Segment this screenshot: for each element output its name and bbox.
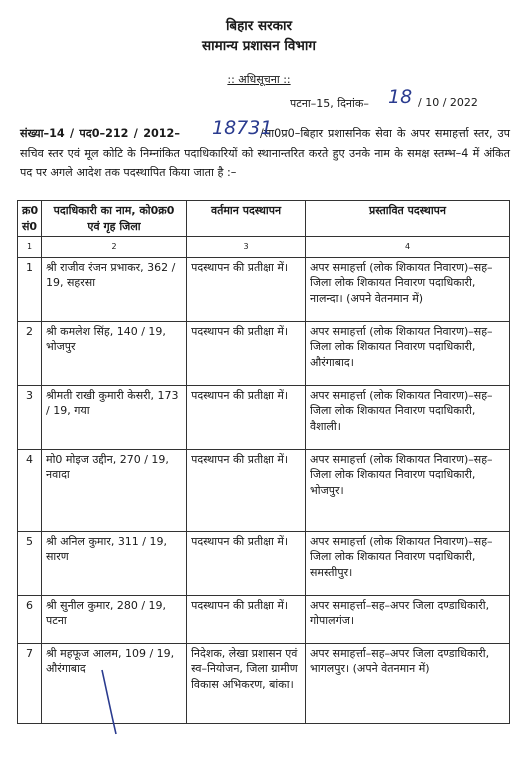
header-serial: क्र0 सं0: [18, 201, 42, 237]
proposed-posting-cell: अपर समाहर्त्ता–सह–अपर जिला दण्डाधिकारी, गोपालगंज।: [305, 595, 509, 643]
table-row: [18, 449, 510, 531]
serial-number-cell: 1: [18, 257, 42, 321]
serial-number-cell: 6: [18, 595, 42, 643]
notification-heading: :: अधिसूचना ::: [227, 73, 291, 86]
handwritten-day: 18: [388, 86, 413, 108]
table-row: [18, 385, 510, 449]
current-posting-cell: पदस्थापन की प्रतीक्षा में।: [187, 257, 306, 321]
officer-cell: श्रीमती राखी कुमारी केसरी, 173 / 19, गया: [42, 385, 187, 449]
officer-cell: श्री कमलेश सिंह, 140 / 19, भोजपुर: [42, 321, 187, 385]
current-posting-cell: पदस्थापन की प्रतीक्षा में।: [187, 531, 306, 595]
proposed-posting-cell: अपर समाहर्त्ता–सह–अपर जिला दण्डाधिकारी, भागलपुर। (अपने वेतनमान में): [305, 643, 509, 723]
header-proposed-posting: प्रस्तावित पदस्थापन: [305, 201, 509, 237]
header-current-posting: वर्तमान पदस्थापन: [187, 201, 306, 237]
current-posting-cell: पदस्थापन की प्रतीक्षा में।: [187, 595, 306, 643]
serial-number-cell: 2: [18, 321, 42, 385]
column-number: 2: [42, 237, 187, 258]
header-officer: पदाधिकारी का नाम, को0क्र0 एवं गृह जिला: [42, 201, 187, 237]
officer-cell: मो0 मोइज उद्दीन, 270 / 19, नवादा: [42, 449, 187, 531]
officer-cell: श्री सुनील कुमार, 280 / 19, पटना: [42, 595, 187, 643]
proposed-posting-cell: अपर समाहर्त्ता (लोक शिकायत निवारण)–सह–जिला लोक शिकायत निवारण पदाधिकारी, समस्तीपुर।: [305, 531, 509, 595]
column-number: 4: [305, 237, 509, 258]
column-number: 1: [18, 237, 42, 258]
current-posting-cell: पदस्थापन की प्रतीक्षा में।: [187, 385, 306, 449]
dateline-prefix: पटना–15, दिनांक–: [290, 97, 369, 110]
pen-stroke-mark: [96, 668, 136, 738]
order-text: /सा0प्र0–बिहार प्रशासनिक सेवा के अपर समाहर्त्ता स्तर, उप सचिव स्तर एवं मूल कोटि के निम्नांकित पदाधिकारियों को स्थानान्तरित करते हुए उनके नाम के समक्ष स्तम्भ–4 में अंकित पद पर अगले आदेश तक पदस्थापित किया जाता है :–: [20, 127, 510, 179]
table-row: [18, 531, 510, 595]
proposed-posting-cell: अपर समाहर्त्ता (लोक शिकायत निवारण)–सह–जिला लोक शिकायत निवारण पदाधिकारी, भोजपुर।: [305, 449, 509, 531]
government-title: बिहार सरकार: [225, 18, 293, 34]
table-row: [18, 595, 510, 643]
serial-number-cell: 5: [18, 531, 42, 595]
officer-cell: श्री अनिल कुमार, 311 / 19, सारण: [42, 531, 187, 595]
serial-number-cell: 3: [18, 385, 42, 449]
table-row: [18, 321, 510, 385]
current-posting-cell: पदस्थापन की प्रतीक्षा में।: [187, 449, 306, 531]
table-row: [18, 643, 510, 723]
proposed-posting-cell: अपर समाहर्त्ता (लोक शिकायत निवारण)–सह–जिला लोक शिकायत निवारण पदाधिकारी, वैशाली।: [305, 385, 509, 449]
dateline-month-year: / 10 / 2022: [418, 96, 478, 109]
officer-cell: श्री महफूज आलम, 109 / 19, औरंगाबाद: [42, 643, 187, 723]
column-number-row: [18, 237, 510, 258]
proposed-posting-cell: अपर समाहर्त्ता (लोक शिकायत निवारण)–सह–जिला लोक शिकायत निवारण पदाधिकारी, नालन्दा। (अपने वेतनमान में): [305, 257, 509, 321]
serial-number-cell: 4: [18, 449, 42, 531]
current-posting-cell: निदेशक, लेखा प्रशासन एवं स्व–नियोजन, जिला ग्रामीण विकास अभिकरण, बांका।: [187, 643, 306, 723]
handwritten-order-number: 18731: [212, 117, 273, 139]
column-number: 3: [187, 237, 306, 258]
order-number-prefix: संख्या–14 / पद0–212 / 2012–: [20, 127, 180, 140]
proposed-posting-cell: अपर समाहर्त्ता (लोक शिकायत निवारण)–सह–जिला लोक शिकायत निवारण पदाधिकारी, औरंगाबाद।: [305, 321, 509, 385]
current-posting-cell: पदस्थापन की प्रतीक्षा में।: [187, 321, 306, 385]
table-row: [18, 257, 510, 321]
officer-cell: श्री राजीव रंजन प्रभाकर, 362 / 19, सहरसा: [42, 257, 187, 321]
transfer-table: [17, 200, 510, 724]
department-title: सामान्य प्रशासन विभाग: [202, 38, 316, 54]
serial-number-cell: 7: [18, 643, 42, 723]
table-header-row: [18, 201, 510, 237]
